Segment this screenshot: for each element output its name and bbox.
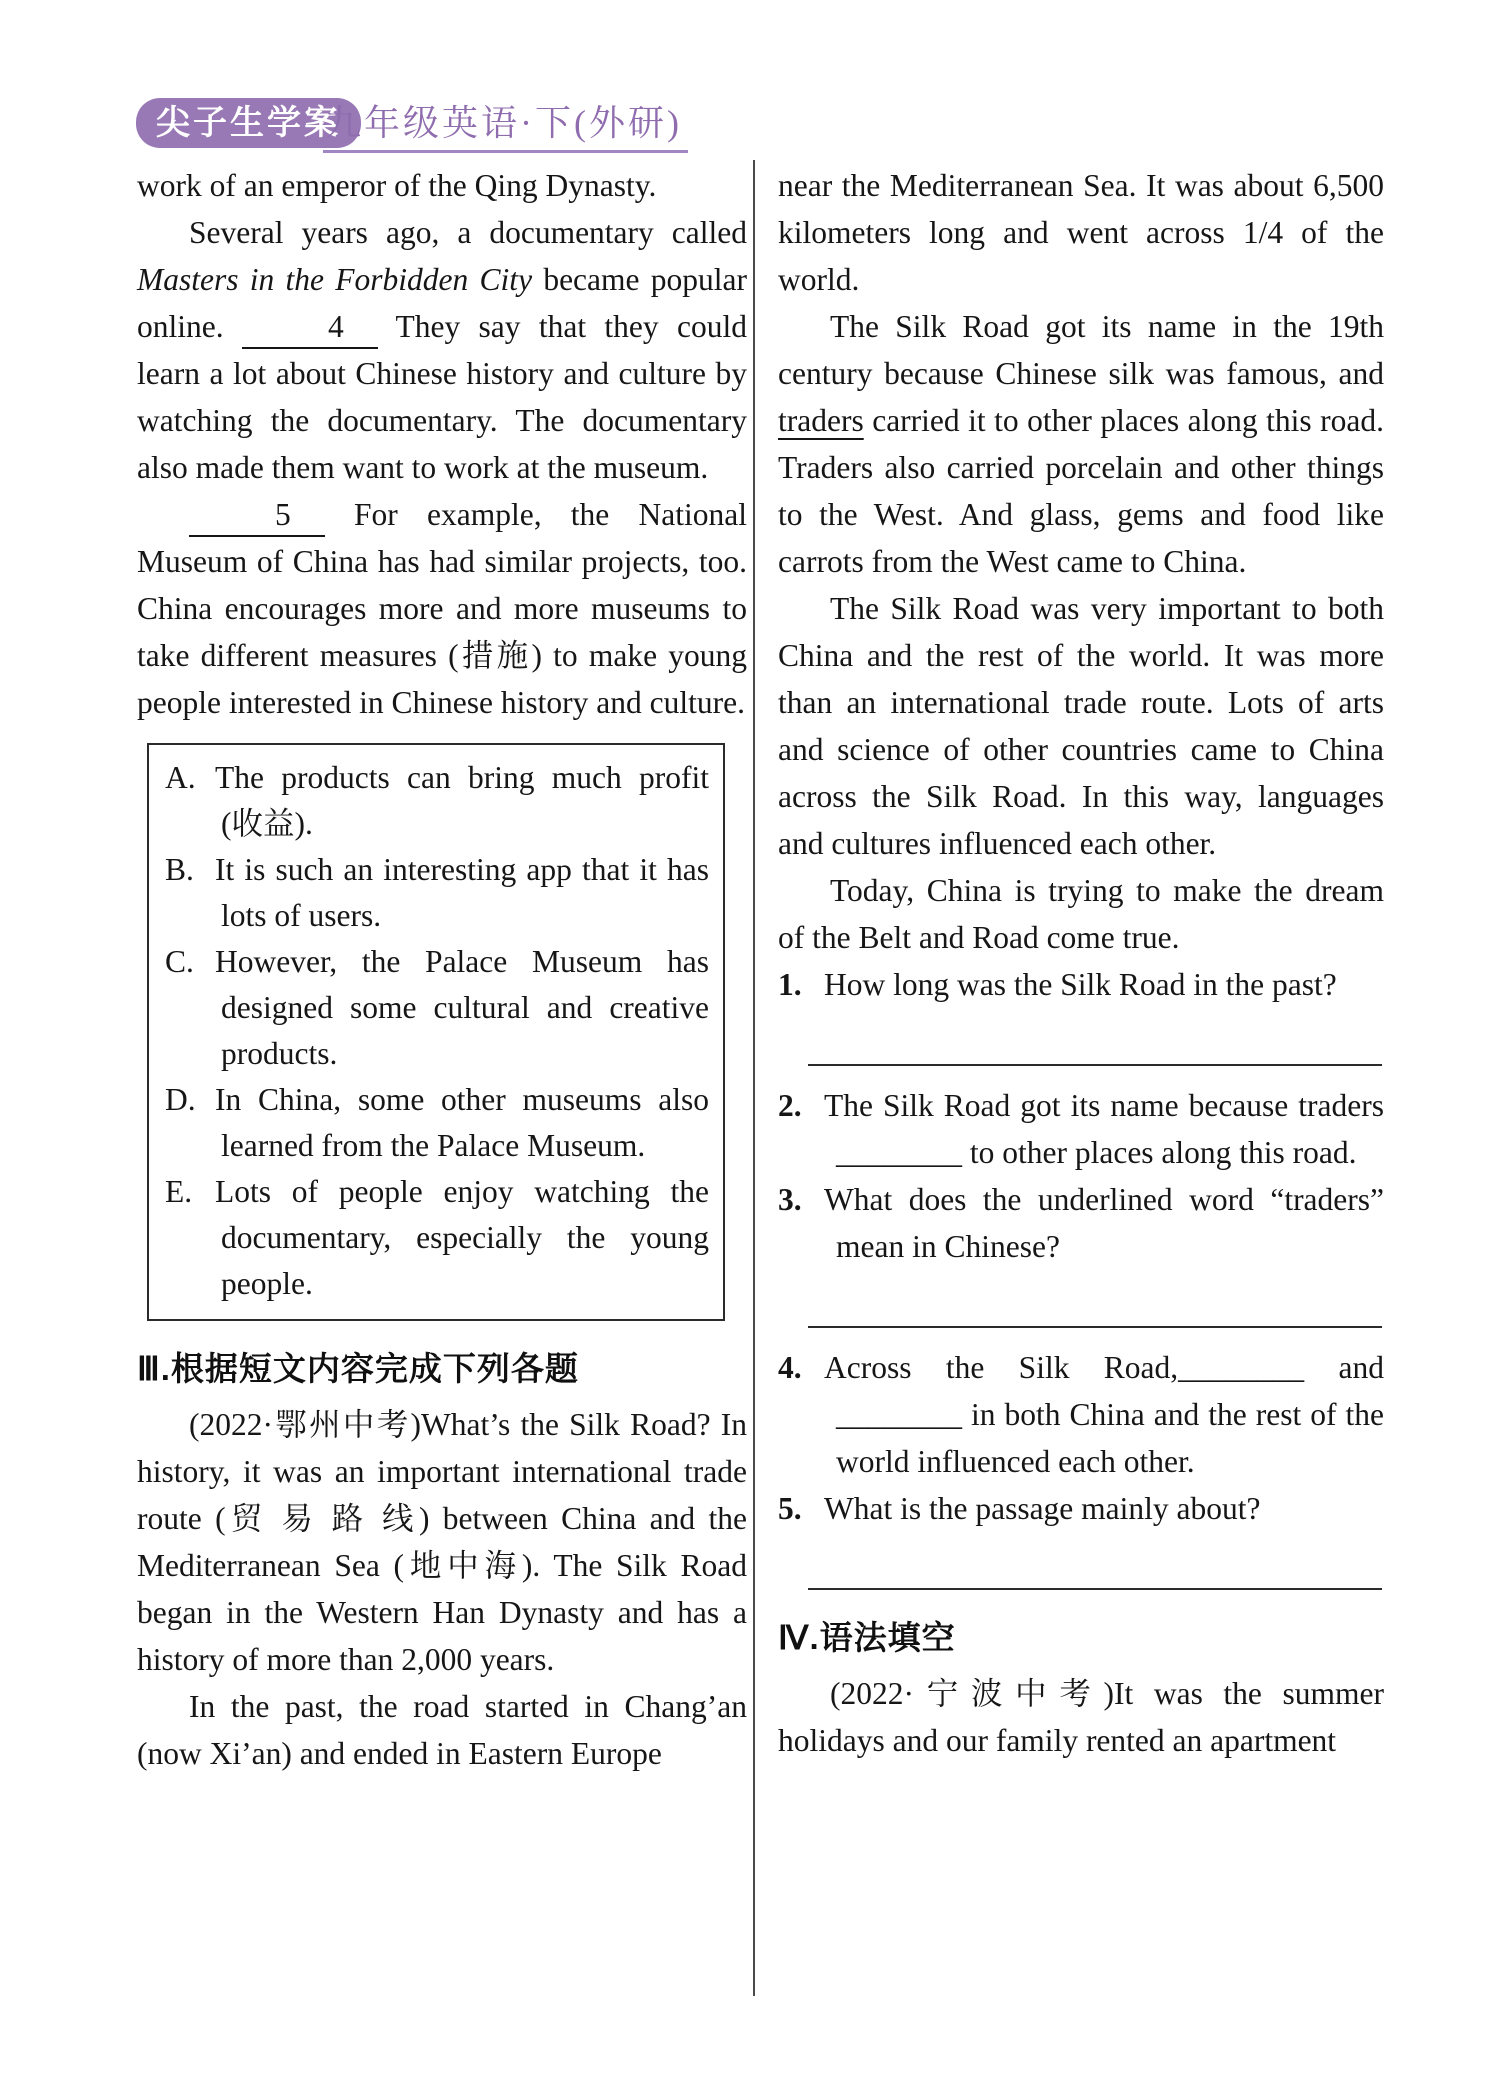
option-c <box>165 939 709 1077</box>
option-e-label: E. <box>165 1174 193 1209</box>
section-3-number: Ⅲ. <box>137 1350 171 1387</box>
question-4-text: Across the Silk Road, <box>824 1350 1179 1385</box>
question-4-blank-2: ________ <box>836 1397 962 1432</box>
question-1-number: 1. <box>778 967 802 1002</box>
option-c-label: C. <box>165 944 194 979</box>
question-1 <box>778 961 1384 1008</box>
option-d-text: In China, some other museums also learned from the Palace Museum. <box>215 1082 709 1163</box>
grammar-fill-paragraph <box>778 1670 1384 1764</box>
option-d-label: D. <box>165 1082 196 1117</box>
section-3-title: 根据短文内容完成下列各题 <box>170 1350 579 1387</box>
paragraph-text: Several years ago, a documentary called <box>189 215 747 250</box>
silkroad-paragraph-2: In the past, the road started in Chang’an (now Xi’an) and ended in Eastern Europe <box>137 1689 747 1771</box>
question-3-number: 3. <box>778 1182 802 1217</box>
question-3-text: What does the underlined word “traders” mean in Chinese? <box>824 1182 1384 1264</box>
question-1-text: How long was the Silk Road in the past? <box>824 967 1337 1002</box>
option-a-label: A. <box>165 760 196 795</box>
option-b <box>165 847 709 939</box>
option-e <box>165 1169 709 1307</box>
question-2-text: The Silk Road got its name because traders <box>824 1088 1384 1123</box>
documentary-title: Masters in the Forbidden City <box>137 262 533 297</box>
option-c-text: However, the Palace Museum has designed some cultural and creative products. <box>215 944 709 1071</box>
paragraph-text: It was the summer holidays and our family rented an apartment <box>778 1676 1384 1758</box>
paragraph-text: The Silk Road got its name in the 19th century because Chinese silk was famous, and <box>778 309 1384 391</box>
option-e-text: Lots of people enjoy watching the documentary, especially the young people. <box>215 1174 709 1301</box>
silkroad-name-paragraph <box>778 303 1384 585</box>
series-badge: 尖子生学案 <box>136 98 361 148</box>
silkroad-continuation: near the Mediterranean Sea. It was about 6,500 kilometers long and went across 1/4 of the world. <box>778 168 1384 297</box>
silkroad-importance-paragraph: The Silk Road was very important to both China and the rest of the world. It was more than an international trade route. Lots of arts and science of other countries came to China across the Silk Road. In this way, languages and cultures influenced each other. <box>778 591 1384 861</box>
paragraph-text: For example, the National Museum of China has had similar projects, too. China encourages more and more museums to take different measures (措施) to make young people interested in Chinese history and culture. <box>137 497 747 720</box>
paragraph-text: became popular online. <box>137 262 747 344</box>
question-4-text: and <box>1304 1350 1385 1385</box>
passage-continuation-line: work of an emperor of the Qing Dynasty. <box>137 168 657 203</box>
option-a-text: The products can bring much profit (收益). <box>215 760 709 841</box>
question-2-number: 2. <box>778 1088 802 1123</box>
question-5-number: 5. <box>778 1491 802 1526</box>
exam-source-tag: (2022·宁波中考) <box>830 1676 1115 1711</box>
question-3 <box>778 1176 1384 1270</box>
exam-source-tag: (2022·鄂州中考) <box>189 1407 422 1442</box>
question-4 <box>778 1344 1384 1485</box>
book-title: 九年级英语·下(外研) <box>323 100 688 153</box>
question-5 <box>778 1485 1384 1532</box>
section-3-heading <box>137 1337 747 1401</box>
option-d <box>165 1077 709 1169</box>
question-5-text: What is the passage mainly about? <box>824 1491 1261 1526</box>
paragraph-text: They say that they could learn a lot about Chinese history and culture by watching the documentary. The documentary also made them want to work at the museum. <box>137 309 747 485</box>
question-4-text: in both China and the rest of the world influenced each other. <box>836 1397 1384 1479</box>
answer-line-5 <box>808 1588 1382 1590</box>
section-4-number: Ⅳ. <box>778 1619 820 1656</box>
question-2-blank: ________ <box>836 1135 962 1170</box>
answer-line-3 <box>808 1326 1382 1328</box>
right-column <box>778 162 1384 1764</box>
passage-paragraph-museums <box>137 491 747 726</box>
answer-line-1 <box>808 1064 1382 1066</box>
underlined-word-traders: traders <box>778 403 864 438</box>
paragraph-text: What’s the Silk Road? In history, it was an important international trade route (贸 易 路 线) between China and the Mediterranean Sea (地中海). The Silk Road began in the Western Han Dynasty and has a history of more than 2,000 years. <box>137 1407 747 1677</box>
question-2-text: to other places along this road. <box>962 1135 1357 1170</box>
belt-and-road-paragraph: Today, China is trying to make the dream of the Belt and Road come true. <box>778 873 1384 955</box>
option-a <box>165 755 709 847</box>
question-2 <box>778 1082 1384 1176</box>
question-4-number: 4. <box>778 1350 802 1385</box>
option-b-label: B. <box>165 852 194 887</box>
passage-paragraph-documentary <box>137 209 747 491</box>
section-4-title: 语法填空 <box>819 1619 956 1656</box>
gap-blank-4: 4 <box>242 307 378 349</box>
gap-blank-5: 5 <box>189 495 325 537</box>
column-divider <box>753 160 755 1996</box>
question-4-blank-1: ________ <box>1178 1350 1305 1385</box>
left-column <box>137 162 747 1777</box>
paragraph-text: carried it to other places along this road. Traders also carried porcelain and other things to the West. And glass, gems and food like carrots from the West came to China. <box>778 403 1384 579</box>
sentence-options-box <box>147 743 725 1321</box>
silkroad-paragraph-1 <box>137 1401 747 1683</box>
option-b-text: It is such an interesting app that it has lots of users. <box>215 852 709 933</box>
section-4-heading <box>778 1606 1384 1670</box>
